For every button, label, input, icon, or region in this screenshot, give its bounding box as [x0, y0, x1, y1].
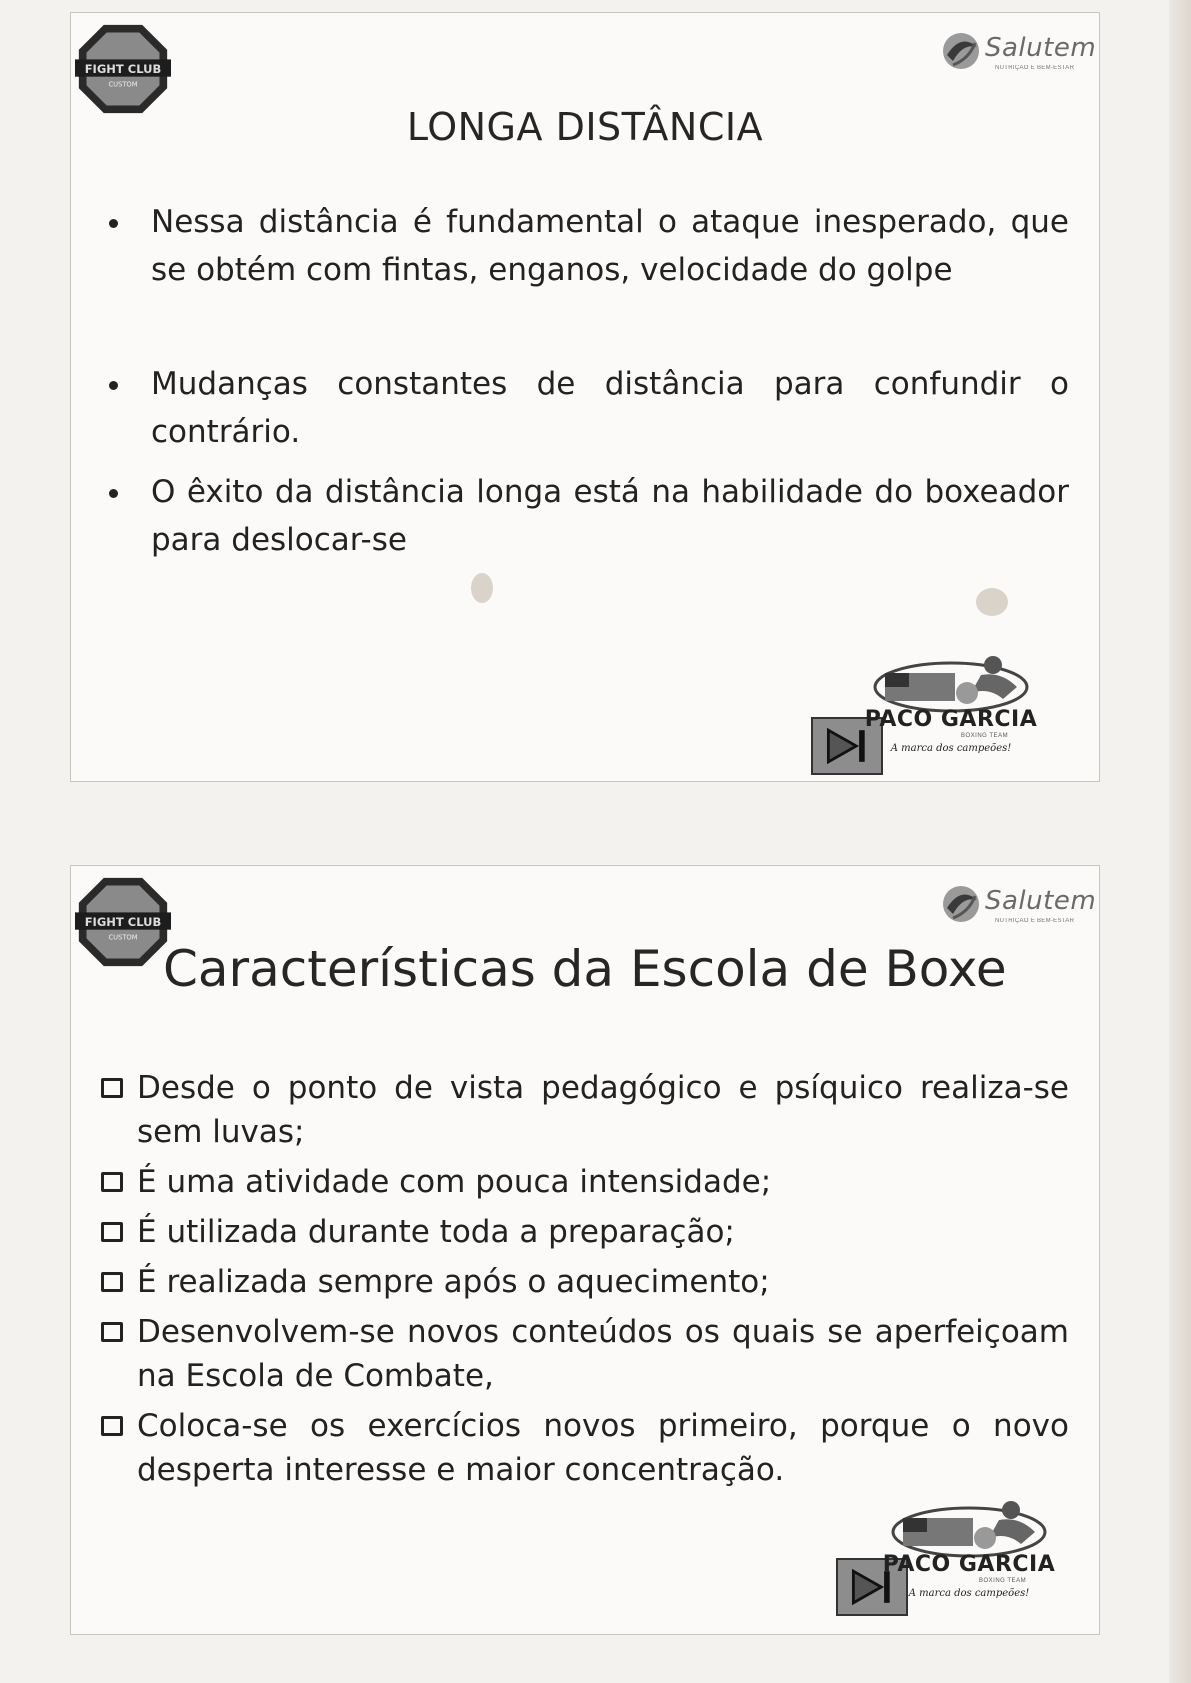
bullet-dot-icon: [109, 219, 118, 228]
checkbox-icon: [101, 1078, 123, 1098]
paco-garcia-name: PACO GARCIA: [864, 707, 1038, 732]
fight-club-logo-sub: CUSTOM: [108, 80, 138, 89]
list-item-text: É uma atividade com pouca intensidade;: [137, 1164, 772, 1200]
checkbox-icon: [101, 1272, 123, 1292]
bullet-dot-icon: [109, 489, 118, 498]
checkbox-icon: [101, 1172, 123, 1192]
list-item-text: Desenvolvem-se novos conteúdos os quais se aperfeiçoam na Escola de Combate,: [137, 1314, 1069, 1394]
slide-title: LONGA DISTÂNCIA: [406, 105, 764, 149]
list-item-text: Nessa distância é fundamental o ataque inesperado, que se obtém com fintas, enganos, velocidade do golpe: [151, 204, 1069, 288]
salutem-logo: [939, 27, 1097, 83]
paco-garcia-slogan: A marca dos campeões!: [908, 1588, 1030, 1599]
paco-garcia-logo: [879, 1498, 1059, 1608]
list-item: [109, 468, 1069, 564]
checkbox-icon: [101, 1222, 123, 1242]
list-item: [109, 360, 1069, 456]
checkbox-list: [101, 1066, 1069, 1498]
checkbox-icon: [101, 1322, 123, 1342]
boxer-emblem-icon: [889, 1498, 1049, 1558]
paper-stain: [471, 573, 493, 603]
slide-caracteristicas: [70, 865, 1100, 1635]
salutem-brand: Salutem: [985, 886, 1097, 916]
paco-garcia-sub: BOXING TEAM: [961, 733, 1009, 739]
paco-garcia-slogan: A marca dos campeões!: [890, 743, 1012, 754]
fight-club-logo: [75, 874, 171, 970]
list-item-text: Desde o ponto de vista pedagógico e psíquico realiza-se sem luvas;: [137, 1070, 1069, 1150]
paco-garcia-logo: [861, 653, 1041, 763]
salutem-swirl-icon: [939, 29, 983, 73]
paper-stain: [976, 588, 1008, 616]
slide-longa-distancia: [70, 12, 1100, 782]
list-item: [101, 1210, 1069, 1254]
slide-title: Características da Escola de Boxe: [163, 940, 1007, 998]
paco-garcia-sub: BOXING TEAM: [979, 1578, 1027, 1584]
salutem-tagline: NUTRIÇÃO E BEM-ESTAR: [995, 918, 1075, 924]
fight-club-logo-sub: CUSTOM: [108, 933, 138, 942]
bullet-dot-icon: [109, 381, 118, 390]
list-item: [101, 1066, 1069, 1154]
list-item-text: É utilizada durante toda a preparação;: [137, 1214, 735, 1250]
salutem-logo: [939, 880, 1097, 936]
salutem-swirl-icon: [939, 882, 983, 926]
list-item-text: Mudanças constantes de distância para confundir o contrário.: [151, 366, 1069, 450]
fight-club-logo-text: FIGHT CLUB: [84, 914, 162, 929]
list-item-text: O êxito da distância longa está na habilidade do boxeador para deslocar-se: [151, 474, 1069, 558]
paper-edge: [1169, 0, 1191, 1683]
list-item: [101, 1260, 1069, 1304]
paco-garcia-name: PACO GARCIA: [882, 1552, 1056, 1577]
list-item: [101, 1310, 1069, 1398]
salutem-tagline: NUTRIÇÃO E BEM-ESTAR: [995, 65, 1075, 71]
salutem-brand: Salutem: [985, 33, 1097, 63]
list-item: [101, 1404, 1069, 1492]
checkbox-icon: [101, 1416, 123, 1436]
list-item-text: Coloca-se os exercícios novos primeiro, porque o novo desperta interesse e maior concentração.: [137, 1408, 1069, 1488]
bullet-list: [109, 198, 1069, 564]
list-item-text: É realizada sempre após o aquecimento;: [137, 1264, 770, 1300]
list-item: [109, 198, 1069, 294]
fight-club-logo-text: FIGHT CLUB: [84, 61, 162, 76]
list-item: [101, 1160, 1069, 1204]
fight-club-logo: [75, 21, 171, 117]
boxer-emblem-icon: [871, 653, 1031, 713]
